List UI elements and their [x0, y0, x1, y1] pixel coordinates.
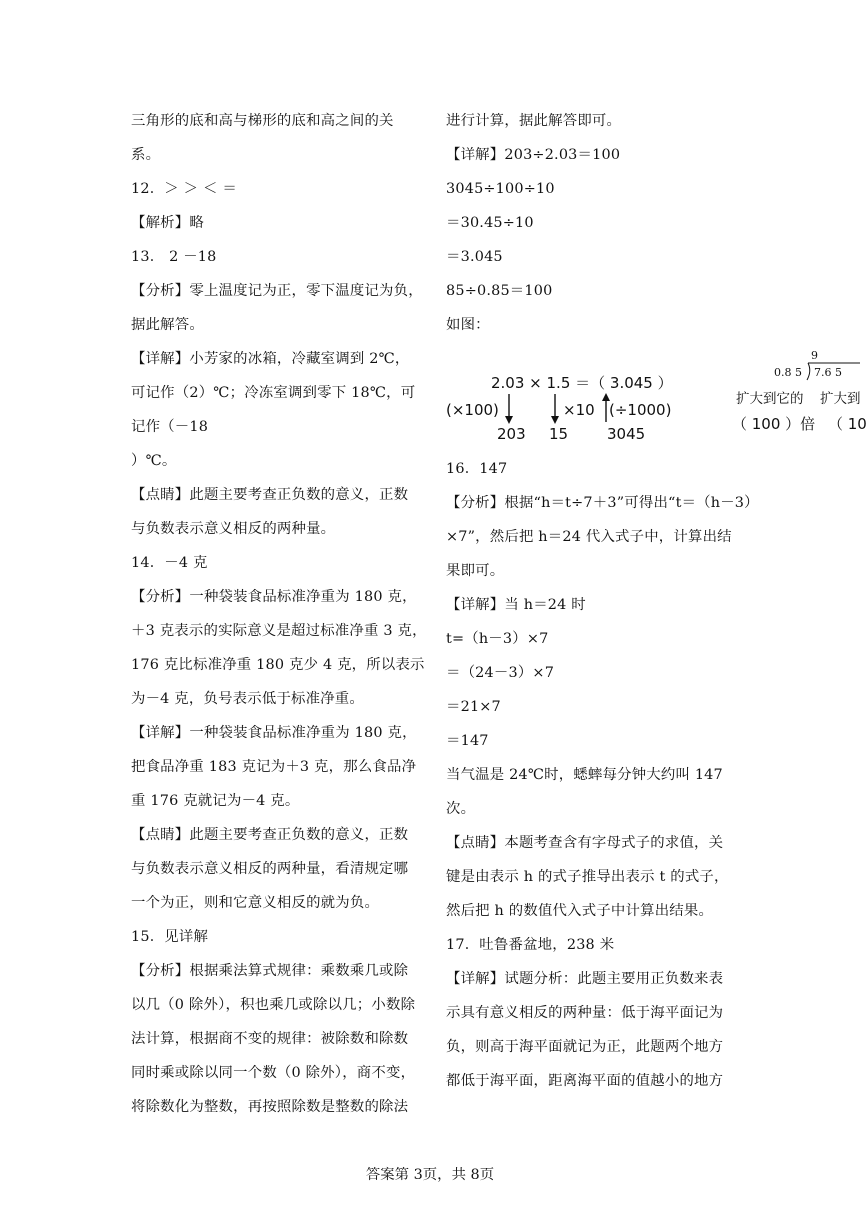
text-line: ＋3 克表示的实际意义是超过标准净重 3 克， [131, 623, 427, 639]
text-line: 与负数表示意义相反的两种量，看清规定哪 [131, 861, 409, 877]
text-line: 如图： [446, 317, 490, 333]
text-line: ＝147 [446, 733, 489, 749]
text-line: 【分析】根据乘法算式规律：乘数乘几或除 [131, 963, 409, 979]
text-line: 【点睛】此题主要考查正负数的意义，正数 [131, 487, 409, 503]
text-line: 负，则高于海平面就记为正，此题两个地方 [446, 1039, 724, 1055]
long-division-dividend: 7.6 5 [814, 366, 842, 379]
diagram-left-op: (×100) [446, 401, 499, 419]
text-line: 当气温是 24℃时，蟋蟀每分钟大约叫 147 [446, 767, 723, 783]
text-line: ＝30.45÷10 [446, 215, 534, 231]
text-line: 【详解】当 h＝24 时 [446, 597, 586, 613]
text-line: 17．吐鲁番盆地，238 米 [446, 937, 615, 953]
text-line: 为－4 克，负号表示低于标准净重。 [131, 691, 364, 707]
text-line: 【解析】略 [131, 215, 204, 231]
text-line: 示具有意义相反的两种量：低于海平面记为 [446, 1005, 724, 1021]
arrowhead-down-left [505, 416, 513, 424]
text-line: 次。 [446, 801, 476, 817]
text-line: 把食品净重 183 克记为＋3 克，那么食品净 [131, 759, 417, 775]
text-line: 重 176 克就记为－4 克。 [131, 793, 300, 809]
text-line: 以几（0 除外），积也乘几或除以几；小数除 [131, 997, 416, 1013]
text-line: 【点睛】此题主要考查正负数的意义，正数 [131, 827, 409, 843]
diagram-right-op: (÷1000) [609, 401, 672, 419]
text-line: 【分析】一种袋装食品标准净重为 180 克， [131, 589, 417, 605]
text-line: 14．－4 克 [131, 555, 208, 571]
long-division-divisor: 0.8 5 [774, 366, 802, 379]
text-line: 一个为正，则和它意义相反的就为负。 [131, 895, 380, 911]
diagram-bottom-a: 203 [497, 425, 526, 443]
text-line: 记作（－18 [131, 419, 209, 435]
text-line: 然后把 h 的数值代入式子中计算出结果。 [446, 903, 714, 919]
text-line: 都低于海平面，距离海平面的值越小的地方 [446, 1073, 724, 1089]
text-line: ＝21×7 [446, 699, 501, 715]
text-line: ＝3.045 [446, 249, 503, 265]
text-line: 将除数化为整数，再按照除数是整数的除法 [131, 1099, 409, 1115]
long-division-quotient: 9 [811, 349, 818, 362]
text-line: 键是由表示 h 的式子推导出表示 t 的式子， [446, 869, 729, 885]
long-division-curve [807, 363, 810, 380]
text-line: 16．147 [446, 461, 508, 477]
diagram-top-expression: 2.03 × 1.5 ＝（ 3.045 ） [491, 374, 673, 392]
text-line: 【点睛】本题考查含有字母式子的求值，关 [446, 835, 724, 851]
text-line: 【分析】零上温度记为正，零下温度记为负， [131, 283, 423, 299]
text-line: 进行计算，据此解答即可。 [446, 113, 622, 129]
text-line: 12．＞ ＞ ＜ ＝ [131, 181, 237, 197]
text-line: 13． 2 －18 [131, 249, 217, 265]
text-line: 果即可。 [446, 563, 505, 579]
diagram-arrows [446, 370, 686, 450]
diagram-mid-op: ×10 [563, 401, 595, 419]
long-division-label-2: 扩大到 [820, 391, 861, 407]
text-line: 【详解】203÷2.03＝100 [446, 147, 621, 163]
long-division-figure [732, 345, 867, 435]
arrowhead-down-mid [551, 416, 559, 424]
left-column [131, 104, 427, 1124]
text-line: ）℃。 [131, 453, 177, 469]
text-line: 【分析】根据“h＝t÷7＋3”可得出“t＝（h－3） [446, 495, 759, 511]
page-footer: 答案第 3页，共 8页 [365, 1167, 495, 1183]
diagram-bottom-c: 3045 [607, 425, 646, 443]
text-line: 可记作（2）℃；冷冻室调到零下 18℃，可 [131, 385, 416, 401]
right-column-bottom [446, 452, 759, 1098]
text-line: 【详解】试题分析：此题主要用正负数来表 [446, 971, 724, 987]
text-line: 【详解】一种袋装食品标准净重为 180 克， [131, 725, 417, 741]
text-line: ＝（24－3）×7 [446, 665, 555, 681]
text-line: 三角形的底和高与梯形的底和高之间的关 [131, 113, 394, 129]
text-line: 【详解】小芳家的冰箱，冷藏室调到 2℃， [131, 351, 410, 367]
right-column-top [446, 104, 736, 342]
arrowhead-up-right [602, 393, 610, 401]
text-line: ×7”，然后把 h＝24 代入式子中，计算出结 [446, 529, 732, 545]
text-line: 法计算，根据商不变的规律：被除数和除数 [131, 1031, 409, 1047]
text-line: 与负数表示意义相反的两种量。 [131, 521, 336, 537]
text-line: 据此解答。 [131, 317, 204, 333]
text-line: 15．见详解 [131, 929, 209, 945]
text-line: 同时乘或除以同一个数（0 除外），商不变， [131, 1065, 416, 1081]
multiplication-diagram [446, 370, 686, 450]
diagram-bottom-b: 15 [549, 425, 569, 443]
text-line: 176 克比标准净重 180 克少 4 克，所以表示 [131, 657, 425, 673]
text-line: 3045÷100÷10 [446, 181, 555, 197]
long-division-bracket [736, 345, 860, 385]
text-line: t=（h－3）×7 [446, 631, 549, 647]
text-line: 系。 [131, 147, 161, 163]
long-division-label-1: 扩大到它的 [736, 391, 804, 407]
text-line: 85÷0.85＝100 [446, 283, 553, 299]
long-division-blank-1: （ 100 ）倍 [732, 415, 816, 433]
long-division-blank-2: （ 10 [828, 415, 867, 433]
